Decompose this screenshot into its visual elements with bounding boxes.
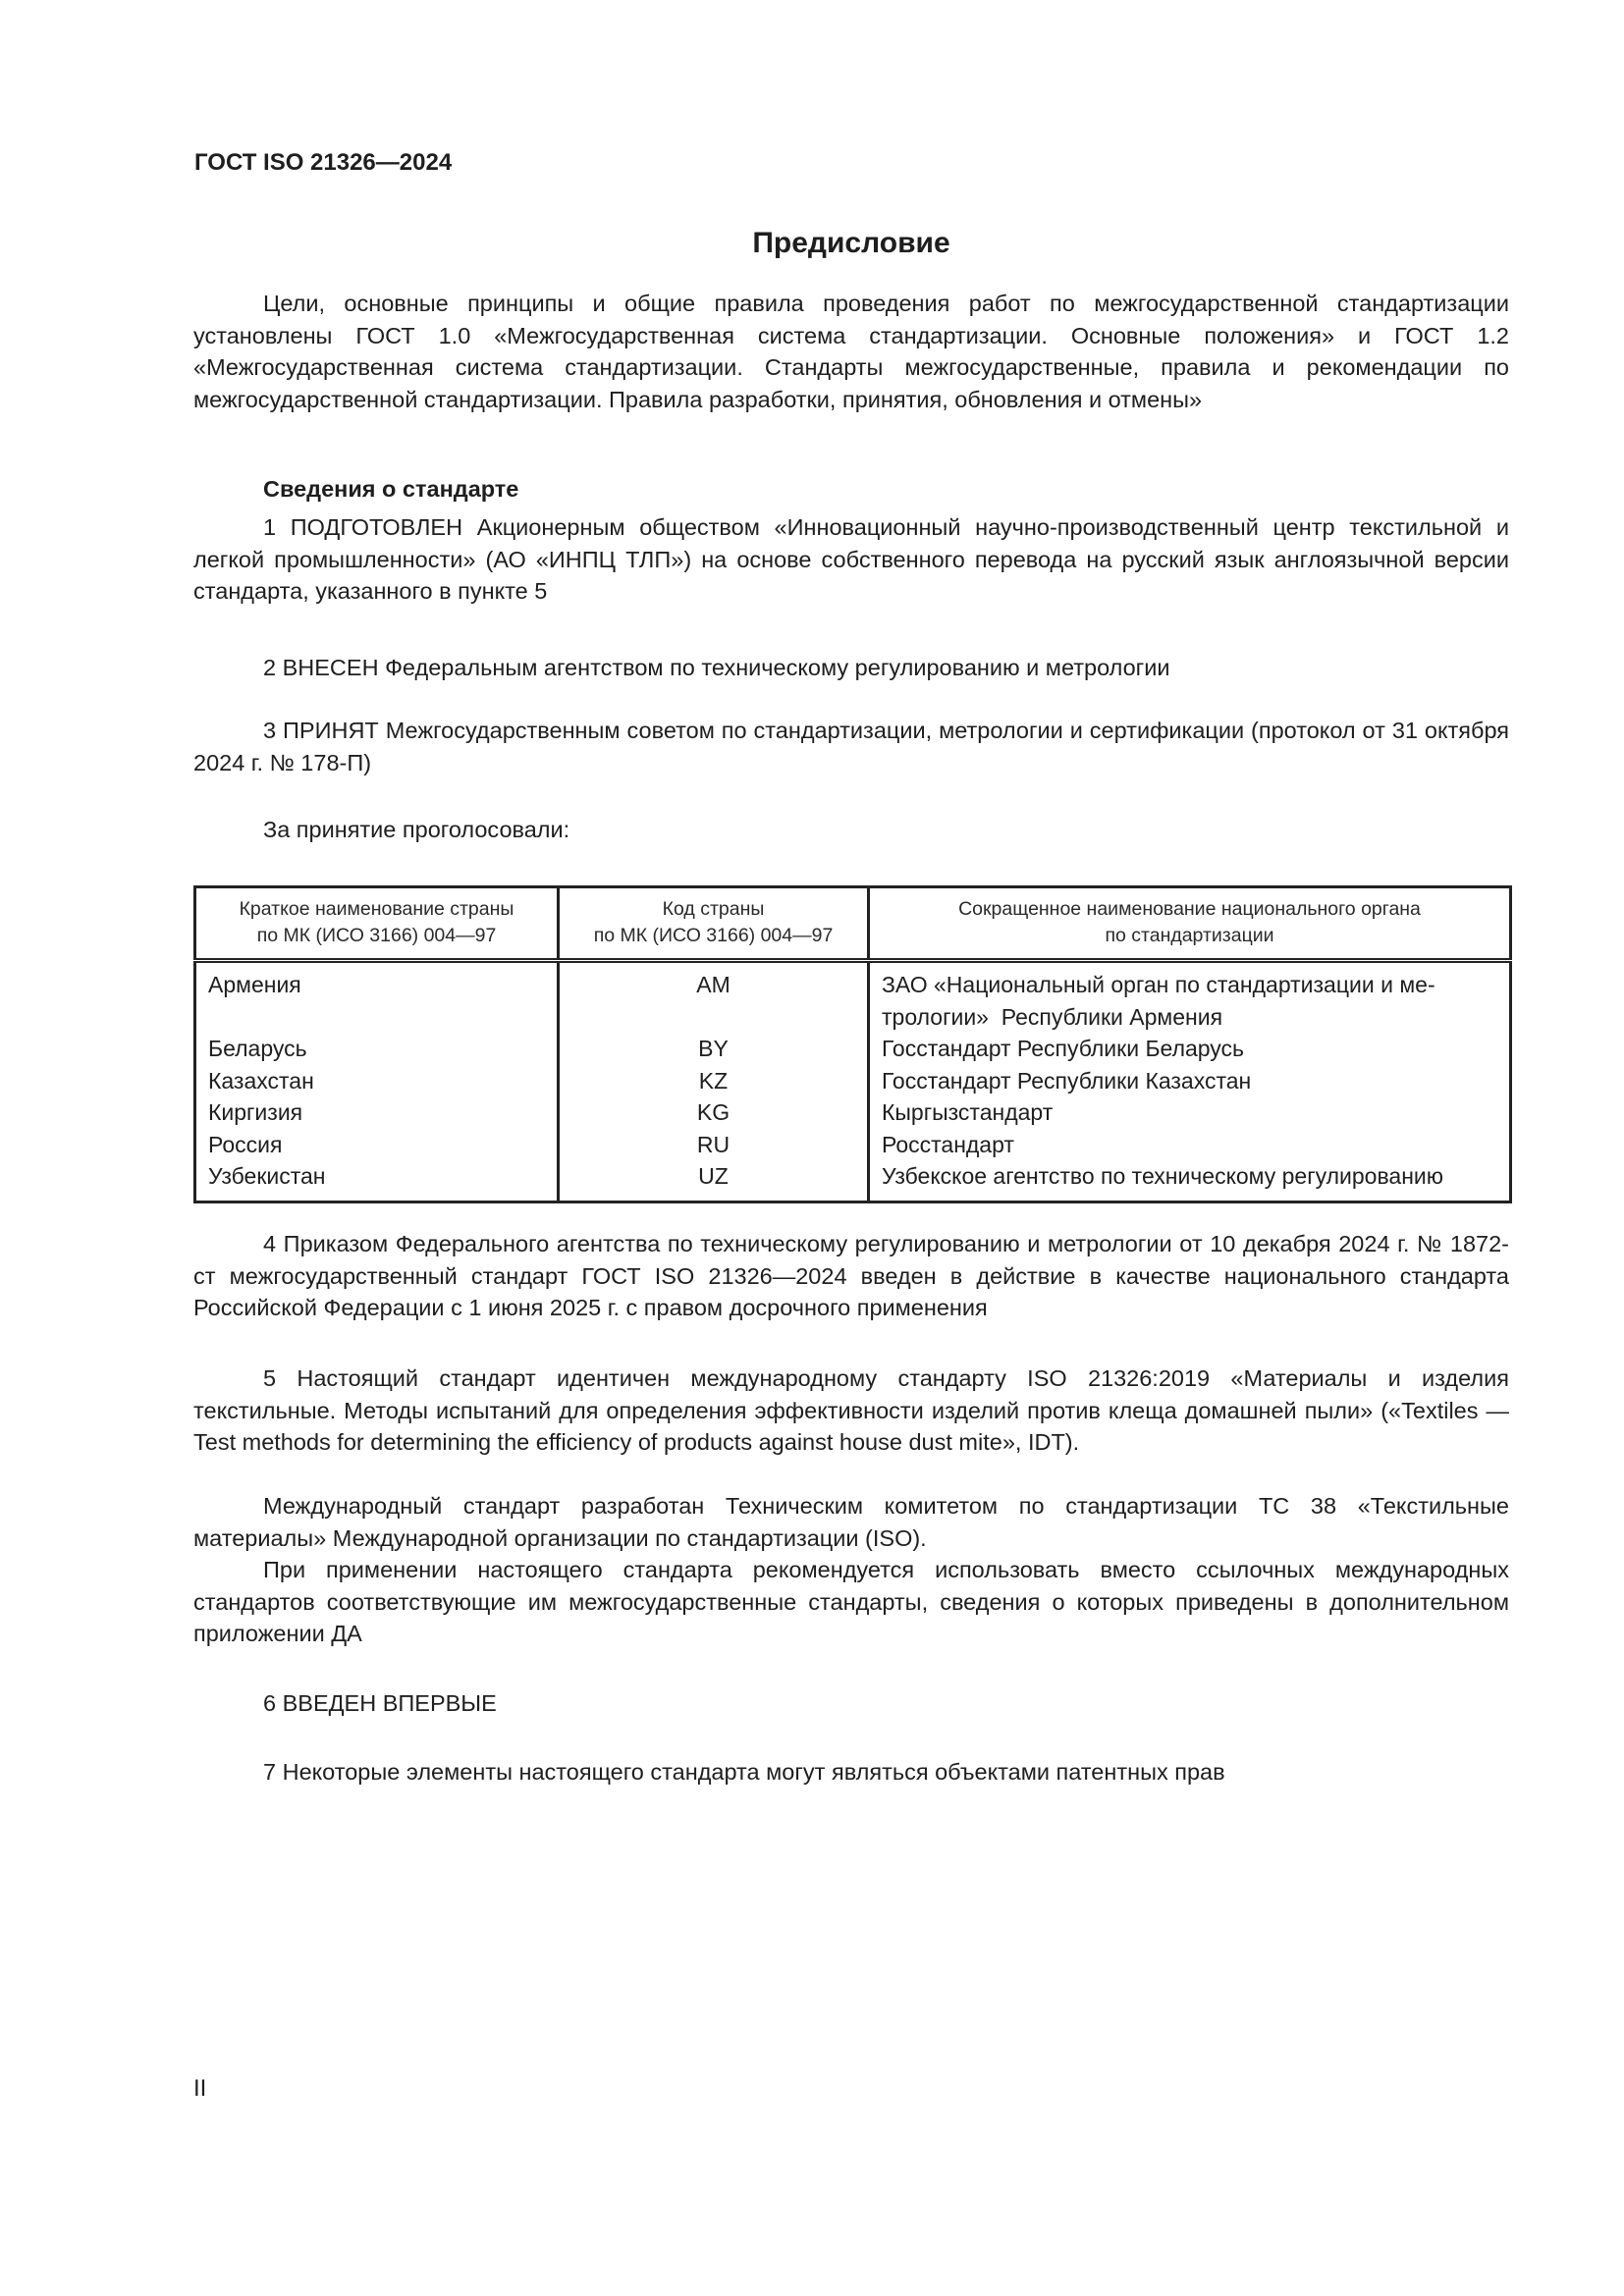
cell-country: Казахстан bbox=[195, 1065, 559, 1097]
header-national-body: Сокращенное наименование национального органа по стандартизации bbox=[869, 887, 1511, 961]
page-number: II bbox=[193, 2075, 207, 2102]
item-6-first-introduced: 6 ВВЕДЕН ВПЕРВЫЕ bbox=[263, 1690, 497, 1716]
header-country-name: Краткое наименование страны по МК (ИСО 3166) 004—97 bbox=[195, 887, 559, 961]
item-7-patent-rights: 7 Некоторые элементы настоящего стандарта могут являться объектами патентных прав bbox=[263, 1759, 1225, 1785]
voting-countries-table bbox=[193, 885, 1512, 1203]
cell-org: Госстандарт Республики Казахстан bbox=[869, 1065, 1511, 1097]
cell-org: Узбекское агентство по техническому регулированию bbox=[869, 1160, 1511, 1201]
document-id-header: ГОСТ ISO 21326—2024 bbox=[194, 149, 453, 176]
intro-paragraph: Цели, основные принципы и общие правила проведения работ по межгосударственной стандартизации установлены ГОСТ 1.0 «Межгосударственная система стандартизации. Основные положения» и ГОСТ 1.2 «Межгосударственная система стандартизации. Стандарты межгосударственные, правила и рекомендации по межгосударственной стандартизации. Правила разработки, принятия, обновления и отмены» bbox=[193, 291, 1509, 412]
cell-code: UZ bbox=[559, 1160, 869, 1201]
table-row bbox=[195, 1065, 1511, 1097]
cell-country: Беларусь bbox=[195, 1033, 559, 1065]
cell-code: KZ bbox=[559, 1065, 869, 1097]
item-4-enacted: 4 Приказом Федерального агентства по техническому регулированию и метрологии от 10 декабря 2024 г. № 1872-ст межгосударственный стандарт ГОСТ ISO 21326—2024 введен в действие в качестве национального стандарта Российской Федерации с 1 июня 2025 г. с правом досрочного применения bbox=[193, 1231, 1509, 1320]
table-row bbox=[195, 1096, 1511, 1129]
voted-label: За принятие проголосовали: bbox=[263, 817, 570, 842]
table-row bbox=[195, 1033, 1511, 1065]
item-3-adopted: 3 ПРИНЯТ Межгосударственным советом по стандартизации, метрологии и сертификации (протокол от 31 октября 2024 г. № 178-П) bbox=[193, 718, 1509, 775]
section-heading: Сведения о стандарте bbox=[263, 476, 519, 502]
cell-country: Узбекистан bbox=[195, 1160, 559, 1201]
cell-country: Киргизия bbox=[195, 1096, 559, 1129]
table-row bbox=[195, 1129, 1511, 1161]
cell-code: AM bbox=[559, 961, 869, 1034]
cell-org: Госстандарт Республики Беларусь bbox=[869, 1033, 1511, 1065]
item-5-references: При применении настоящего стандарта рекомендуется использовать вместо ссылочных международных стандартов соответствующие им межгосударственные стандарты, сведения о которых приведены в дополнительном приложении ДА bbox=[193, 1557, 1509, 1646]
table-row bbox=[195, 1160, 1511, 1201]
item-5-committee: Международный стандарт разработан Техническим комитетом по стандартизации ТС 38 «Текстильные материалы» Международной организации по стандартизации (ISO). bbox=[193, 1493, 1509, 1551]
header-country-code: Код страны по МК (ИСО 3166) 004—97 bbox=[559, 887, 869, 961]
cell-org: Росстандарт bbox=[869, 1129, 1511, 1161]
cell-country: Армения bbox=[195, 961, 559, 1034]
table-header-row bbox=[195, 887, 1511, 961]
cell-org: Кыргызстандарт bbox=[869, 1096, 1511, 1129]
cell-org: ЗАО «Национальный орган по стандартизации и ме- трологии» Республики Армения bbox=[869, 961, 1511, 1034]
item-2-submitted: 2 ВНЕСЕН Федеральным агентством по техническому регулированию и метрологии bbox=[263, 655, 1170, 680]
cell-code: BY bbox=[559, 1033, 869, 1065]
page-title: Предисловие bbox=[752, 227, 950, 259]
item-1-prepared: 1 ПОДГОТОВЛЕН Акционерным обществом «Инновационный научно-производственный центр текстильной и легкой промышленности» (АО «ИНПЦ ТЛП») на основе собственного перевода на русский язык англоязычной версии стандарта, указанного в пункте 5 bbox=[193, 514, 1509, 604]
cell-country: Россия bbox=[195, 1129, 559, 1161]
cell-code: RU bbox=[559, 1129, 869, 1161]
cell-code: KG bbox=[559, 1096, 869, 1129]
item-5-identical: 5 Настоящий стандарт идентичен международному стандарту ISO 21326:2019 «Материалы и изделия текстильные. Методы испытаний для определения эффективности изделий против клеща домашней пыли» («Textiles — Test methods for determining the efficiency of products against house dust mite», IDT). bbox=[193, 1365, 1509, 1455]
table-row bbox=[195, 961, 1511, 1034]
